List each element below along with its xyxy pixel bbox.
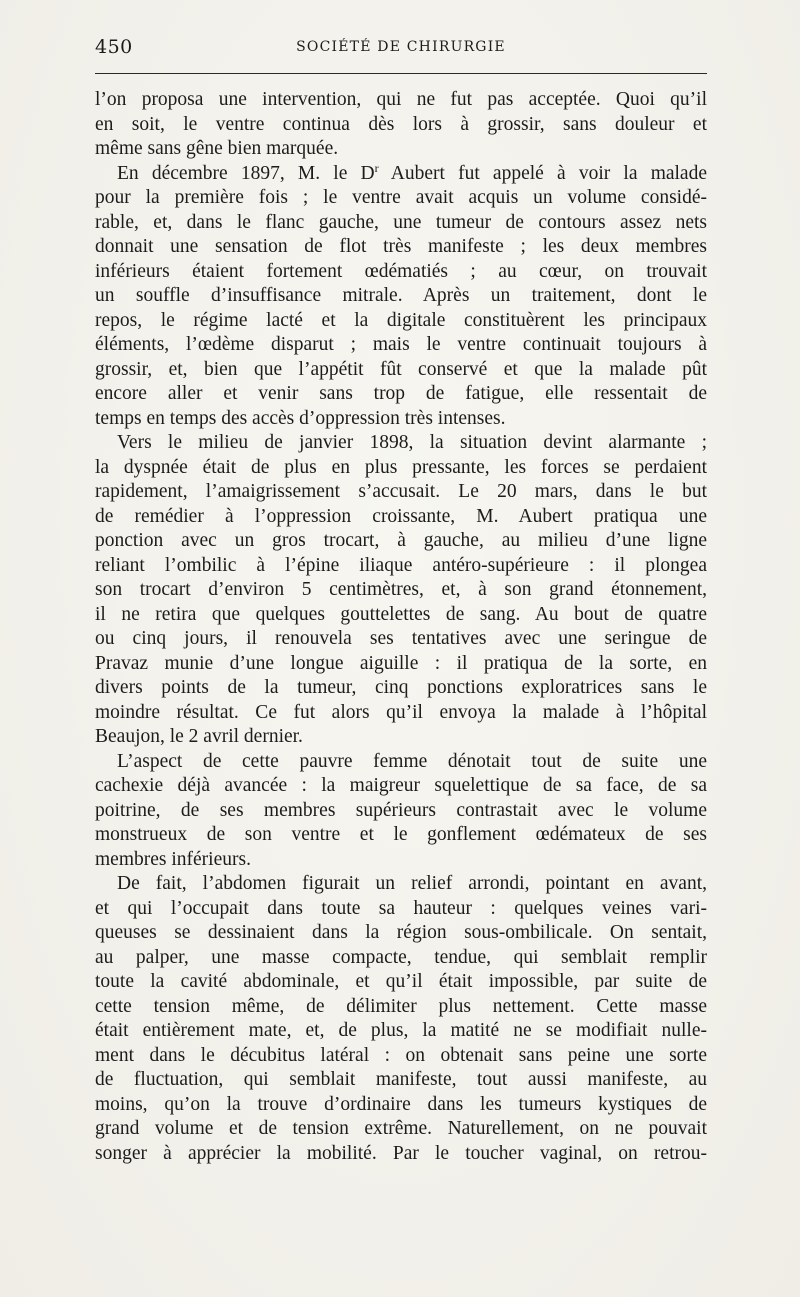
paragraph — [95, 431, 707, 750]
text-line: était entièrement mate, et, de plus, la matité ne se modifiait nulle- — [95, 1020, 707, 1041]
text-line: l’on proposa une intervention, qui ne fut pas acceptée. Quoi qu’il — [95, 89, 707, 110]
text-line: cachexie déjà avancée : la maigreur squelettique de sa face, de sa — [95, 775, 707, 796]
text-line: la dyspnée était de plus en plus pressante, les forces se perdaient — [95, 456, 707, 478]
body-text — [95, 88, 707, 1166]
text-line: ou cinq jours, il renouvela ses tentatives avec une seringue de — [95, 628, 707, 649]
text-line: en soit, le ventre continua dès lors à grossir, sans douleur et — [95, 113, 707, 135]
text-line: toute la cavité abdominale, et qu’il était impossible, par suite de — [95, 971, 707, 992]
text-line: inférieurs étaient fortement œdématiés ; au cœur, on trouvait — [95, 260, 707, 282]
superscript: r — [374, 160, 379, 175]
text-line: Vers le milieu de janvier 1898, la situation devint alarmante ; — [117, 432, 707, 453]
text-line: donnait une sensation de flot très manifeste ; les deux membres — [95, 236, 707, 257]
text-segment: En décembre 1897, M. le D — [117, 162, 375, 184]
header-rule — [95, 73, 707, 74]
text-line: songer à apprécier la mobilité. Par le toucher vaginal, on retrou- — [95, 1142, 707, 1164]
text-line: poitrine, de ses membres supérieurs contrastait avec le volume — [95, 799, 707, 821]
text-line: même sans gêne bien marquée. — [95, 138, 339, 159]
text-line: rapidement, l’amaigrissement s’accusait. Le 20 mars, dans le but — [95, 481, 707, 502]
text-line: cette tension même, de délimiter plus nettement. Cette masse — [95, 995, 707, 1017]
text-line: temps en temps des accès d’oppression très intenses. — [95, 407, 506, 429]
text-line: pour la première fois ; le ventre avait acquis un volume considé- — [95, 187, 707, 208]
text-line: Beaujon, le 2 avril dernier. — [95, 726, 303, 747]
text-line: un souffle d’insuffisance mitrale. Après un traitement, dont le — [95, 285, 707, 306]
paragraph — [95, 872, 707, 1166]
text-line: encore aller et venir sans trop de fatigue, elle ressentait de — [95, 383, 707, 404]
page-header — [95, 36, 707, 66]
text-line: ponction avec un gros trocart, à gauche, au milieu d’une ligne — [95, 530, 707, 551]
text-line: éléments, l’œdème disparut ; mais le ventre continuait toujours à — [95, 334, 707, 355]
text-line: moindre résultat. Ce fut alors qu’il envoya la malade à l’hôpital — [95, 701, 707, 723]
paragraph — [95, 88, 707, 162]
paragraph — [95, 750, 707, 873]
text-line: queuses se dessinaient dans la région sous-ombilicale. On sentait, — [95, 922, 707, 943]
text-line: il ne retira que quelques gouttelettes de sang. Au bout de quatre — [95, 603, 707, 625]
text-line: De fait, l’abdomen figurait un relief arrondi, pointant en avant, — [117, 873, 707, 894]
text-line: divers points de la tumeur, cinq ponctions exploratrices sans le — [95, 677, 707, 698]
text-line: au palper, une masse compacte, tendue, qui semblait remplir — [95, 946, 707, 968]
text-line: reliant l’ombilic à l’épine iliaque antéro-supérieure : il plongea — [95, 554, 707, 576]
text-line — [95, 162, 707, 187]
text-line: grand volume et de tension extrême. Naturellement, on ne pouvait — [95, 1118, 707, 1139]
text-line: rable, et, dans le flanc gauche, une tumeur de contours assez nets — [95, 211, 707, 233]
text-line: et qui l’occupait dans toute sa hauteur : quelques veines vari- — [95, 897, 707, 919]
running-head: SOCIÉTÉ DE CHIRURGIE — [296, 39, 506, 55]
text-line: repos, le régime lacté et la digitale constituèrent les principaux — [95, 309, 707, 331]
text-line: L’aspect de cette pauvre femme dénotait tout de suite une — [117, 750, 707, 772]
text-line: membres inférieurs. — [95, 848, 251, 870]
text-line: de fluctuation, qui semblait manifeste, tout aussi manifeste, au — [95, 1069, 707, 1090]
text-line: monstrueux de son ventre et le gonflement œdémateux de ses — [95, 824, 707, 845]
page-number: 450 — [95, 36, 133, 58]
text-line: ment dans le décubitus latéral : on obtenait sans peine une sorte — [95, 1044, 707, 1066]
text-line: moins, qu’on la trouve d’ordinaire dans les tumeurs kystiques de — [95, 1093, 707, 1115]
text-line: son trocart d’environ 5 centimètres, et, à son grand étonnement, — [95, 579, 707, 600]
text-line: Pravaz munie d’une longue aiguille : il pratiqua de la sorte, en — [95, 652, 707, 674]
paragraph — [95, 162, 707, 432]
text-segment: Aubert fut appelé à voir la malade — [378, 162, 707, 184]
text-line: de remédier à l’oppression croissante, M. Aubert pratiqua une — [95, 505, 707, 527]
text-line: grossir, et, bien que l’appétit fût conservé et que la malade pût — [95, 358, 707, 380]
